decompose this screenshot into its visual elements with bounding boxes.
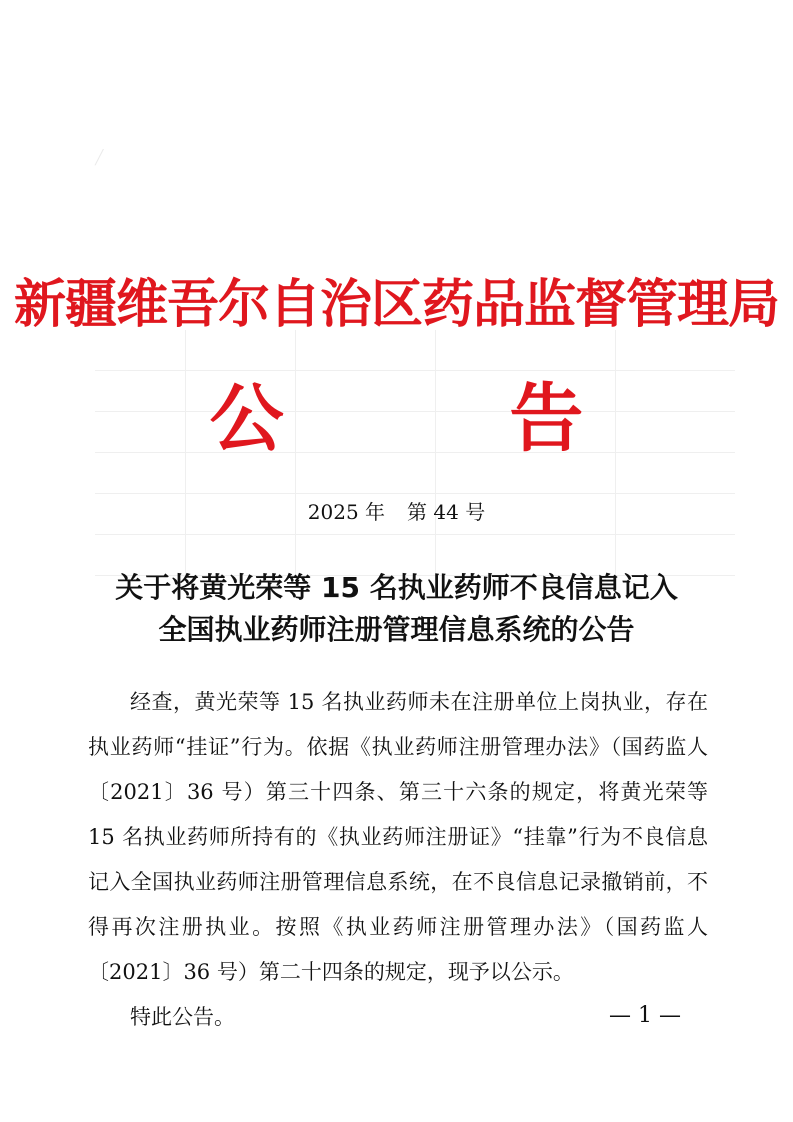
title-line-1: 关于将黄光荣等 15 名执业药师不良信息记入 (115, 571, 678, 604)
page-number: — 1 — (609, 1003, 681, 1028)
doc-serial: 第 44 号 (407, 500, 486, 524)
announcement-title (0, 567, 793, 651)
issuer-name: 新疆维吾尔自治区药品监督管理局 (13, 274, 779, 335)
title-line-2: 全国执业药师注册管理信息系统的公告 (158, 613, 635, 646)
document-type: 公 告 (209, 376, 684, 462)
closing-paragraph: 特此公告。 (130, 1005, 235, 1029)
announcement-body (88, 680, 708, 1040)
body-paragraph: 经查，黄光荣等 15 名执业药师未在注册单位上岗执业，存在执业药师“挂证”行为。依据《执业药师注册管理办法》（国药监人〔2021〕36 号）第三十四条、第三十六条的规定，将黄光荣等 15 名执业药师所持有的《执业药师注册证》“挂靠”行为不良信息记入全国执业药师注册管理信息系统，在不良信息记录撤销前，不得再次注册执业。按照《执业药师注册管理办法》（国药监人〔2021〕36 号）第二十四条的规定，现予以公示。 (88, 690, 708, 984)
bleed-through-mark: ╱ (95, 150, 104, 166)
doc-year: 2025 年 (307, 500, 386, 524)
document-number (0, 496, 793, 525)
